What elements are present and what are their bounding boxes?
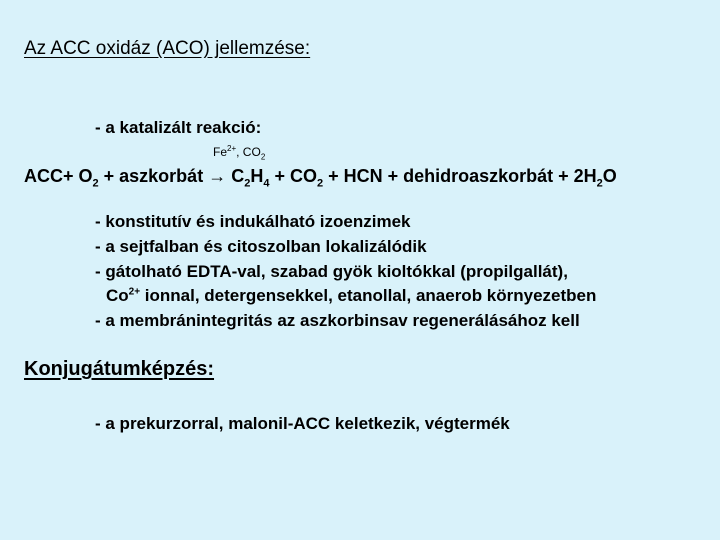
page-title: Az ACC oxidáz (ACO) jellemzése: [24,38,311,59]
eq-sub-1: 2 [92,177,99,190]
eq-part-6: + HCN + dehidroaszkorbát + 2H [323,166,597,186]
property-bullet-3-cont [106,286,596,306]
eq-part-5: + CO [269,166,317,186]
conjugation-bullet-1: - a prekurzorral, malonil-ACC keletkezik, végtermék [95,414,510,433]
eq-sub-4: 4 [263,177,270,190]
property-bullet-3: - gátolható EDTA-val, szabad gyök kioltókkal (propilgallát), [95,262,568,281]
catalyst-fe-charge: 2+ [227,144,237,153]
reaction-equation [24,166,617,190]
conjugation-title: Konjugátumképzés: [24,358,215,380]
catalyst-label [213,144,266,162]
catalyst-sep: , CO [236,145,261,159]
reaction-arrow: → [208,166,227,186]
eq-part-7: O [602,166,617,186]
eq-part-3: C [226,166,245,186]
cobalt-rest: ionnal, detergensekkel, etanollal, anaerob környezetben [140,286,597,305]
catalyst-co2-sub: 2 [260,152,266,162]
eq-sub-6: 2 [596,177,603,190]
eq-sub-5: 2 [316,177,324,190]
property-bullet-4: - a membránintegritás az aszkorbinsav regenerálásához kell [95,311,580,330]
catalyst-fe: Fe [213,145,228,159]
eq-part-2: + aszkorbát [98,166,209,186]
eq-part-4: H [250,166,264,186]
reaction-intro: - a katalizált reakció: [95,118,262,137]
property-bullet-2: - a sejtfalban és citoszolban lokalizálódik [95,237,427,256]
cobalt-symbol: Co [106,286,129,305]
cobalt-charge: 2+ [128,286,141,298]
eq-sub-3: 2 [244,177,251,190]
property-bullet-1: - konstitutív és indukálható izoenzimek [95,212,411,231]
eq-part-1: ACC+ O [24,166,93,186]
